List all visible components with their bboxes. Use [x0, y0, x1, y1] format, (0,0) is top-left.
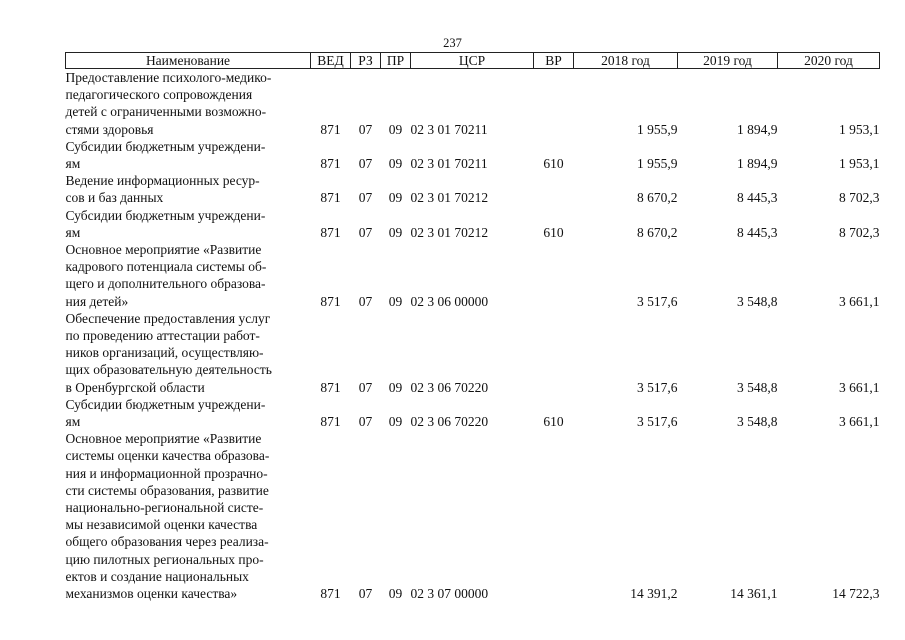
- name-line: цию пилотных региональных про-: [65, 551, 264, 567]
- cell-rz: 07: [358, 190, 373, 206]
- header-vr: ВР: [534, 53, 574, 69]
- cell-name: [66, 172, 311, 206]
- cell-csr: 02 3 06 00000: [410, 293, 489, 309]
- cell-name: [66, 138, 311, 172]
- page-number: 237: [443, 36, 462, 50]
- name-line: общего образования через реализа-: [65, 534, 269, 550]
- cell-pr: 09: [388, 414, 403, 430]
- cell-ved: 871: [320, 190, 341, 206]
- cell-2019: 3 548,8: [737, 414, 778, 430]
- header-2018: 2018 год: [574, 53, 678, 69]
- name-line: щих образовательную деятельность: [65, 362, 272, 378]
- cell-2019: 1 894,9: [737, 156, 778, 172]
- cell-pr: 09: [388, 156, 403, 172]
- cell-2018: 8 670,2: [637, 190, 678, 206]
- name-line: ектов и создание национальных: [65, 568, 249, 584]
- cell-csr: 02 3 01 70211: [410, 121, 488, 137]
- cell-name: [66, 430, 311, 602]
- cell-2020: 8 702,3: [839, 190, 880, 206]
- table-row: [66, 207, 880, 241]
- cell-2020: 3 661,1: [839, 293, 880, 309]
- cell-pr: 09: [388, 190, 403, 206]
- name-line: Субсидии бюджетным учреждени-: [65, 207, 266, 223]
- name-line: детей с ограниченными возможно-: [65, 104, 267, 120]
- cell-2018: 3 517,6: [637, 293, 678, 309]
- table-row: [66, 172, 880, 206]
- cell-2020: 14 722,3: [832, 586, 880, 602]
- cell-rz: 07: [358, 379, 373, 395]
- cell-vr: 610: [543, 414, 564, 430]
- name-line: ния детей»: [65, 293, 129, 309]
- cell-2018: 1 955,9: [637, 121, 678, 137]
- cell-csr: 02 3 01 70212: [410, 224, 489, 240]
- cell-name: [66, 241, 311, 310]
- cell-2019: 3 548,8: [737, 379, 778, 395]
- name-line: кадрового потенциала системы об-: [65, 259, 267, 275]
- name-line: ников организаций, осуществляю-: [65, 345, 264, 361]
- name-line: ям: [65, 414, 81, 430]
- cell-vr: 610: [543, 224, 564, 240]
- cell-2018: 14 391,2: [630, 586, 678, 602]
- name-line: по проведению аттестации работ-: [65, 328, 260, 344]
- cell-name: [66, 207, 311, 241]
- name-line: Основное мероприятие «Развитие: [65, 431, 262, 447]
- name-line: ям: [65, 224, 81, 240]
- cell-vr: 610: [543, 156, 564, 172]
- cell-2020: 3 661,1: [839, 379, 880, 395]
- cell-ved: 871: [320, 586, 341, 602]
- name-line: сти системы образования, развитие: [65, 482, 269, 498]
- header-2019: 2019 год: [678, 53, 778, 69]
- cell-csr: 02 3 01 70212: [410, 190, 489, 206]
- table-row: [66, 69, 880, 138]
- header-name: Наименование: [66, 53, 311, 69]
- cell-csr: 02 3 07 00000: [410, 586, 489, 602]
- budget-table: [65, 52, 880, 602]
- name-line: сов и баз данных: [65, 190, 164, 206]
- name-line: ния и информационной прозрачно-: [65, 465, 268, 481]
- name-line: механизмов оценки качества»: [65, 586, 238, 602]
- cell-rz: 07: [358, 121, 373, 137]
- cell-csr: 02 3 06 70220: [410, 414, 489, 430]
- table-row: [66, 138, 880, 172]
- cell-ved: 871: [320, 293, 341, 309]
- table-header: [66, 53, 880, 69]
- cell-rz: 07: [358, 586, 373, 602]
- table-row: [66, 241, 880, 310]
- header-csr: ЦСР: [411, 53, 534, 69]
- cell-ved: 871: [320, 121, 341, 137]
- table-row: [66, 430, 880, 602]
- cell-rz: 07: [358, 293, 373, 309]
- name-line: в Оренбургской области: [65, 379, 205, 395]
- cell-pr: 09: [388, 379, 403, 395]
- name-line: мы независимой оценки качества: [65, 517, 258, 533]
- cell-2018: 8 670,2: [637, 224, 678, 240]
- cell-2019: 1 894,9: [737, 121, 778, 137]
- table-row: [66, 310, 880, 396]
- cell-ved: 871: [320, 156, 341, 172]
- name-line: Субсидии бюджетным учреждени-: [65, 396, 266, 412]
- cell-2019: 14 361,1: [730, 586, 778, 602]
- cell-csr: 02 3 01 70211: [410, 156, 488, 172]
- cell-2019: 3 548,8: [737, 293, 778, 309]
- header-rz: РЗ: [351, 53, 381, 69]
- cell-2020: 1 953,1: [839, 156, 880, 172]
- cell-pr: 09: [388, 224, 403, 240]
- cell-2020: 1 953,1: [839, 121, 880, 137]
- name-line: Ведение информационных ресур-: [65, 173, 260, 189]
- name-line: стями здоровья: [65, 121, 154, 137]
- cell-vr: [534, 69, 574, 138]
- cell-2018: 1 955,9: [637, 156, 678, 172]
- cell-2019: 8 445,3: [737, 224, 778, 240]
- table-body: [66, 69, 880, 603]
- name-line: национально-региональной систе-: [65, 500, 264, 516]
- cell-2018: 3 517,6: [637, 414, 678, 430]
- cell-2020: 3 661,1: [839, 414, 880, 430]
- cell-csr: 02 3 06 70220: [410, 379, 489, 395]
- name-line: Обеспечение предоставления услуг: [65, 310, 271, 326]
- cell-2018: 3 517,6: [637, 379, 678, 395]
- cell-2019: 8 445,3: [737, 190, 778, 206]
- name-line: педагогического сопровождения: [65, 87, 253, 103]
- header-ved: ВЕД: [311, 53, 351, 69]
- cell-pr: 09: [388, 293, 403, 309]
- table-row: [66, 396, 880, 430]
- cell-vr: [534, 172, 574, 206]
- cell-vr: [534, 241, 574, 310]
- cell-pr: 09: [388, 586, 403, 602]
- cell-name: [66, 396, 311, 430]
- cell-name: [66, 310, 311, 396]
- name-line: системы оценки качества образова-: [65, 448, 270, 464]
- cell-vr: [534, 310, 574, 396]
- name-line: щего и дополнительного образова-: [65, 276, 266, 292]
- cell-name: [66, 69, 311, 138]
- header-2020: 2020 год: [778, 53, 880, 69]
- cell-ved: 871: [320, 379, 341, 395]
- cell-pr: 09: [388, 121, 403, 137]
- cell-rz: 07: [358, 224, 373, 240]
- name-line: Основное мероприятие «Развитие: [65, 242, 262, 258]
- cell-rz: 07: [358, 414, 373, 430]
- cell-vr: [534, 430, 574, 602]
- cell-2020: 8 702,3: [839, 224, 880, 240]
- name-line: Субсидии бюджетным учреждени-: [65, 138, 266, 154]
- cell-ved: 871: [320, 224, 341, 240]
- cell-rz: 07: [358, 156, 373, 172]
- header-pr: ПР: [381, 53, 411, 69]
- name-line: ям: [65, 156, 81, 172]
- cell-ved: 871: [320, 414, 341, 430]
- name-line: Предоставление психолого-медико-: [65, 70, 272, 85]
